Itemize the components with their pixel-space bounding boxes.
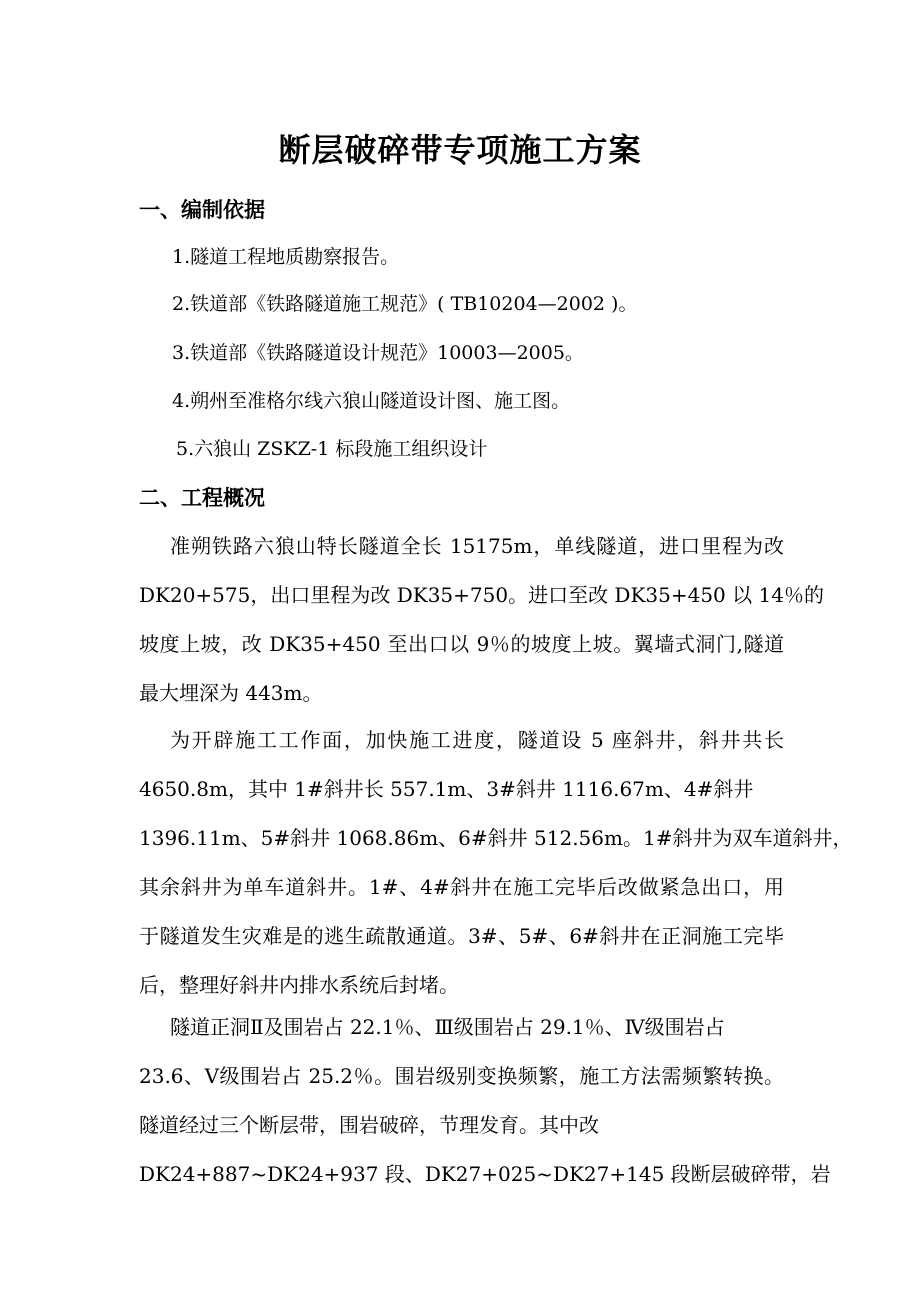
reference-item-2: 2.铁道部《铁路隧道施工规范》( TB10204—2002 )。 xyxy=(172,293,638,315)
paragraph-line: 23.6、Ⅴ级围岩占 25.2％。围岩级别变换频繁，施工方法需频繁转换。 xyxy=(139,1064,784,1088)
paragraph-line: 其余斜井为单车道斜井。1#、4#斜井在施工完毕后改做紧急出口，用 xyxy=(139,875,784,899)
paragraph-line: DK24+887~DK24+937 段、DK27+025~DK27+145 段断层破碎带，岩 xyxy=(139,1162,831,1186)
paragraph-line: 隧道正洞Ⅱ及围岩占 22.1％、Ⅲ级围岩占 29.1％、Ⅳ级围岩占 xyxy=(170,1015,725,1039)
section-heading-overview: 二、工程概况 xyxy=(139,486,265,510)
paragraph-line: 最大埋深为 443m。 xyxy=(139,681,323,705)
paragraph-line: DK20+575，出口里程为改 DK35+750。进口至改 DK35+450 以 14％的 xyxy=(139,583,824,607)
paragraph-line: 后，整理好斜井内排水系统后封堵。 xyxy=(139,973,459,997)
paragraph-line: 坡度上坡，改 DK35+450 至出口以 9％的坡度上坡。翼墙式洞门,隧道 xyxy=(139,632,784,656)
reference-item-5: 5.六狼山 ZSKZ-1 标段施工组织设计 xyxy=(176,438,488,460)
reference-item-1: 1.隧道工程地质勘察报告。 xyxy=(172,246,400,268)
section-heading-basis: 一、编制依据 xyxy=(139,198,265,222)
paragraph-overview-3 xyxy=(139,1003,831,1199)
paragraph-line: 隧道经过三个断层带，围岩破碎，节理发育。其中改 xyxy=(139,1113,599,1137)
paragraph-overview-1 xyxy=(139,522,824,718)
document-title: 断层破碎带专项施工方案 xyxy=(278,131,642,169)
paragraph-line: 4650.8m，其中 1#斜井长 557.1m、3#斜井 1116.67m、4#斜井 xyxy=(139,777,754,801)
paragraph-line: 准朔铁路六狼山特长隧道全长 15175m，单线隧道，进口里程为改 xyxy=(170,534,784,558)
reference-item-3: 3.铁道部《铁路隧道设计规范》10003—2005。 xyxy=(172,342,584,364)
paragraph-overview-2 xyxy=(139,716,853,1010)
reference-item-4: 4.朔州至准格尔线六狼山隧道设计图、施工图。 xyxy=(172,390,571,412)
paragraph-line: 于隧道发生灾难是的逃生疏散通道。3#、5#、6#斜井在正洞施工完毕 xyxy=(139,924,784,948)
paragraph-line: 1396.11m、5#斜井 1068.86m、6#斜井 512.56m。1#斜井为双车道斜井， xyxy=(139,826,853,850)
paragraph-line: 为开辟施工工作面，加快施工进度，隧道设 5 座斜井，斜井共长 xyxy=(170,728,784,752)
